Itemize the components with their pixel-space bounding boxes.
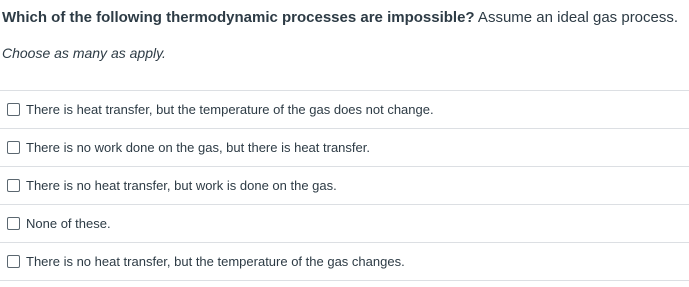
question-note: Assume an ideal gas process. bbox=[474, 9, 679, 26]
answer-option-label[interactable]: There is no work done on the gas, but there is heat transfer. bbox=[26, 140, 370, 155]
answer-option-label[interactable]: There is no heat transfer, but work is done on the gas. bbox=[26, 178, 337, 193]
checkbox[interactable] bbox=[7, 103, 20, 116]
answer-option[interactable] bbox=[0, 129, 689, 167]
answer-option-label[interactable]: There is no heat transfer, but the temperature of the gas changes. bbox=[26, 254, 405, 269]
answer-option[interactable] bbox=[0, 205, 689, 243]
answer-option-label[interactable]: None of these. bbox=[26, 216, 111, 231]
question-prompt: Which of the following thermodynamic processes are impossible? bbox=[2, 9, 475, 26]
answer-option-label[interactable]: There is heat transfer, but the temperature of the gas does not change. bbox=[26, 102, 434, 117]
checkbox[interactable] bbox=[7, 217, 20, 230]
checkbox[interactable] bbox=[7, 255, 20, 268]
instruction-text: Choose as many as apply. bbox=[2, 45, 166, 61]
answer-option[interactable] bbox=[0, 167, 689, 205]
answer-option[interactable] bbox=[0, 91, 689, 129]
question-text bbox=[2, 8, 687, 28]
answer-options-list bbox=[0, 90, 689, 281]
checkbox[interactable] bbox=[7, 179, 20, 192]
answer-option[interactable] bbox=[0, 243, 689, 281]
checkbox[interactable] bbox=[7, 141, 20, 154]
